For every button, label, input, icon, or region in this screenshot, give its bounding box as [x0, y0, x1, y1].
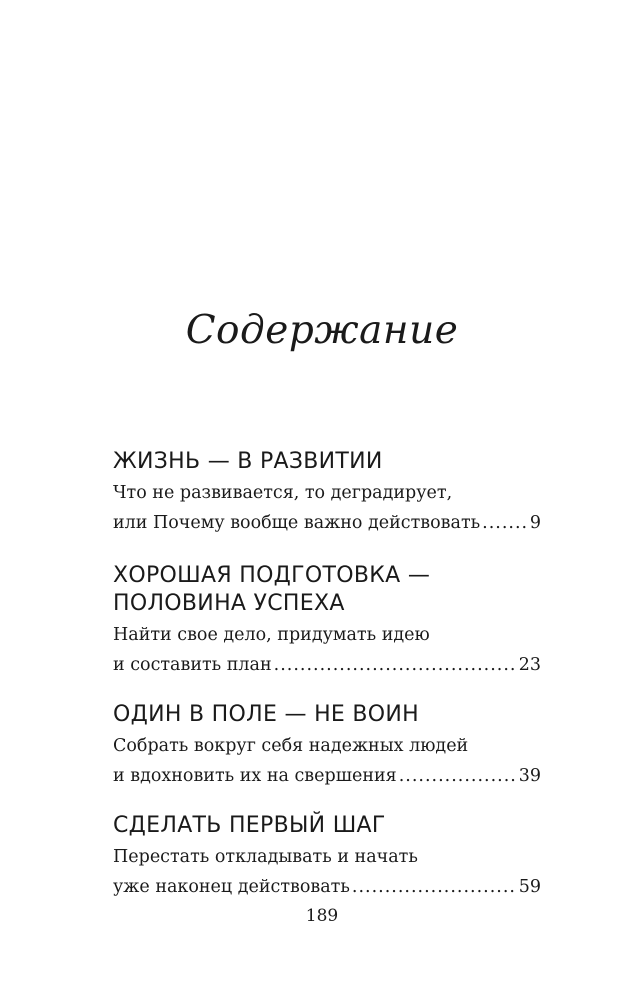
toc-entry[interactable]: [113, 842, 541, 902]
entry-title-line-2: уже наконец действовать: [113, 877, 350, 897]
page-number: 39: [518, 766, 541, 786]
dot-leader: [482, 508, 528, 538]
entry-title-line-1: Перестать откладывать и начать: [113, 847, 418, 867]
entry-title-line-1: Что не развивается, то деградирует,: [113, 483, 453, 503]
dot-leader: [399, 761, 517, 791]
section-heading: ХОРОШАЯ ПОДГОТОВКА —: [113, 563, 431, 588]
toc-section-2: [113, 562, 541, 680]
section-heading: ОДИН В ПОЛЕ — НЕ ВОИН: [113, 702, 420, 727]
page-title: Содержание: [185, 308, 459, 353]
entry-title-line-1: Найти свое дело, придумать идею: [113, 625, 430, 645]
toc-section-3: [113, 701, 541, 791]
page-number: 59: [518, 877, 541, 897]
section-heading: ЖИЗНЬ — В РАЗВИТИИ: [113, 449, 383, 474]
section-heading-line-2: ПОЛОВИНА УСПЕХА: [113, 591, 345, 616]
dot-leader: [352, 872, 517, 902]
page-number: 23: [518, 655, 541, 675]
dot-leader: [274, 650, 517, 680]
page-number: 9: [529, 513, 541, 533]
toc-entry[interactable]: [113, 731, 541, 791]
toc-entry[interactable]: [113, 478, 541, 538]
toc-entry[interactable]: [113, 620, 541, 680]
entry-title-line-2: и составить план: [113, 655, 272, 675]
entry-title-line-2: и вдохновить их на свершения: [113, 766, 397, 786]
entry-title-line-2: или Почему вообще важно действовать: [113, 513, 481, 533]
entry-title-line-1: Собрать вокруг себя надежных людей: [113, 736, 469, 756]
toc-section-1: [113, 448, 541, 538]
folio-page-number: 189: [305, 906, 339, 926]
toc-section-4: [113, 812, 541, 902]
section-heading: СДЕЛАТЬ ПЕРВЫЙ ШАГ: [113, 813, 386, 838]
